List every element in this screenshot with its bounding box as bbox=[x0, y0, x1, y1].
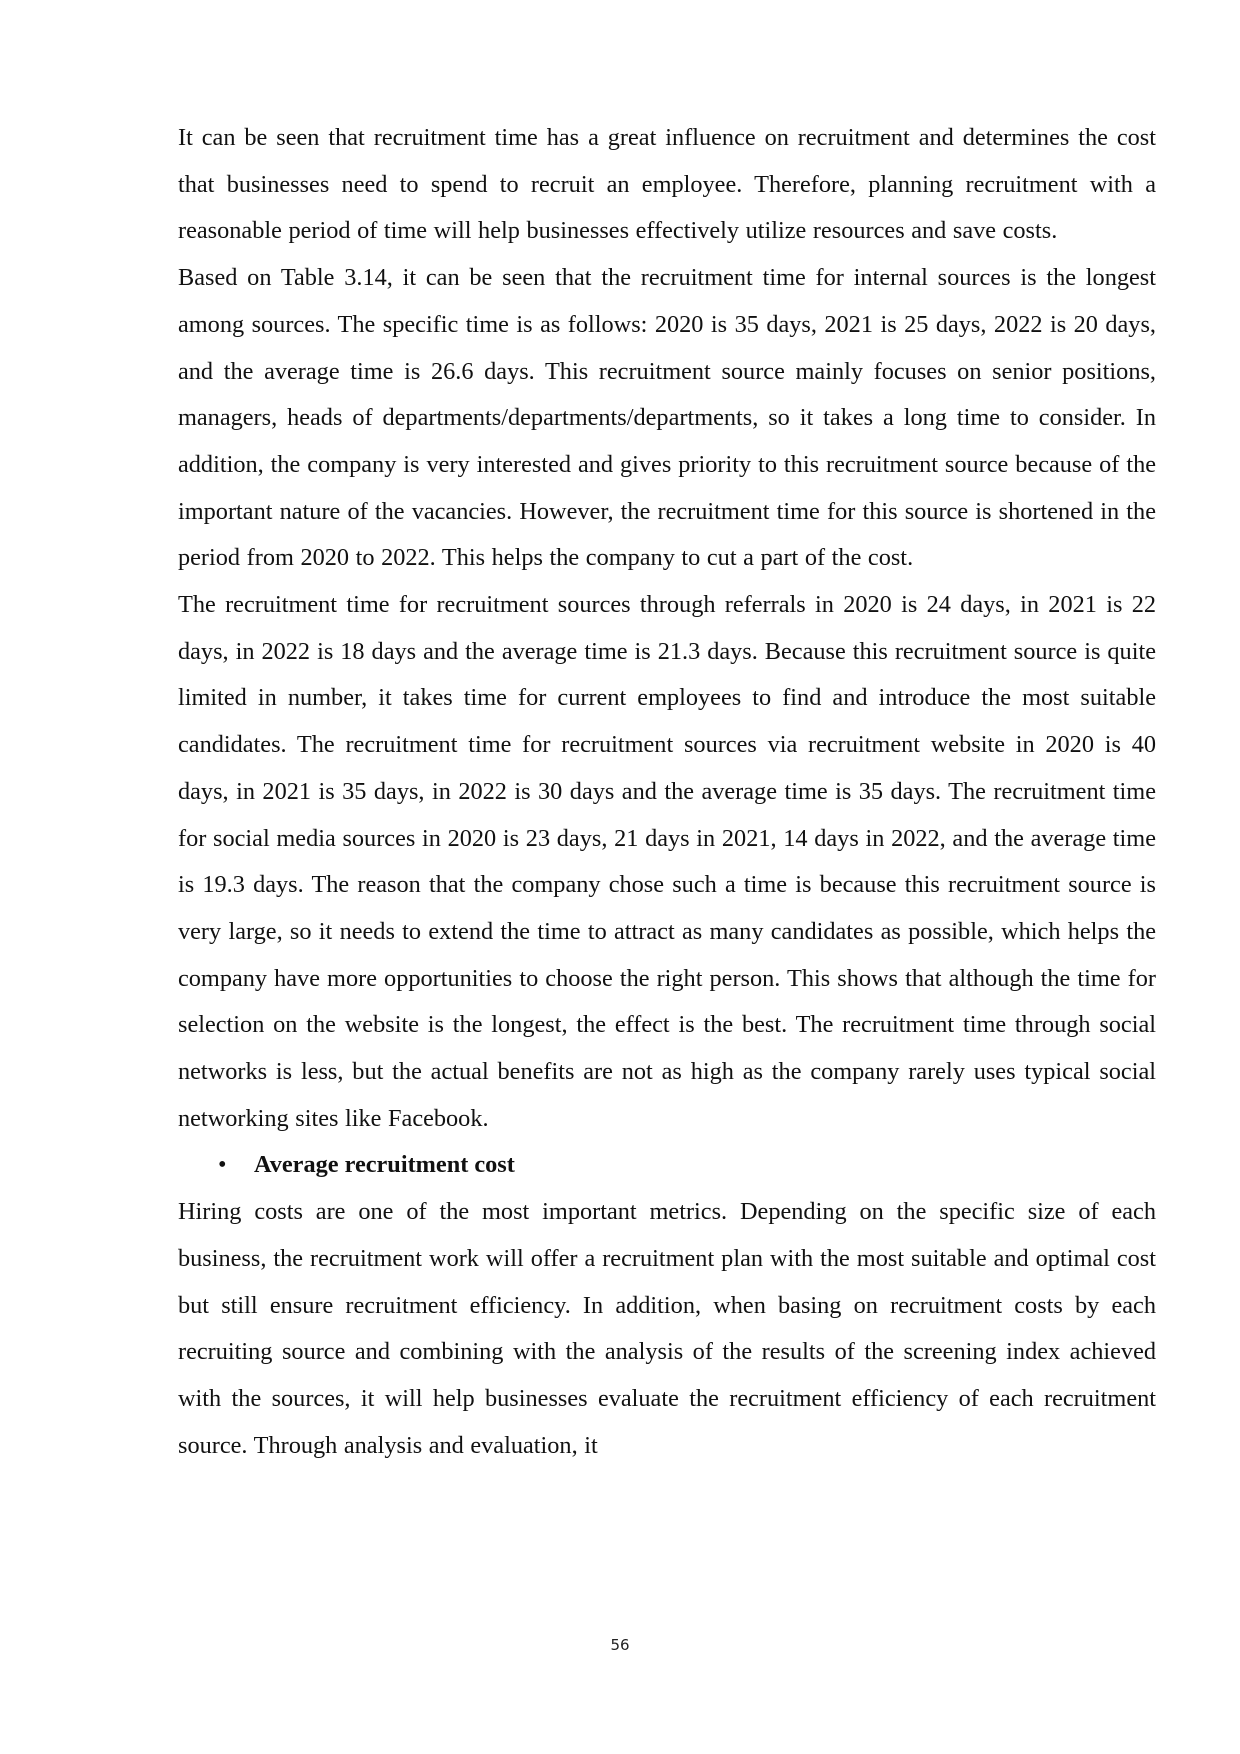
section-heading-average-recruitment-cost bbox=[178, 1142, 1156, 1189]
paragraph-internal-sources: Based on Table 3.14, it can be seen that the recruitment time for internal sources is the longest among sources. The specific time is as follows: 2020 is 35 days, 2021 is 25 days, 2022 is 20 days, and the average time is 26.6 days. This recruitment source mainly focuses on senior positions, managers, heads of departments/departments/departments, so it takes a long time to consider. In addition, the company is very interested and gives priority to this recruitment source because of the important nature of the vacancies. However, the recruitment time for this source is shortened in the period from 2020 to 2022. This helps the company to cut a part of the cost. bbox=[178, 264, 1156, 572]
section-heading-text: Average recruitment cost bbox=[254, 1151, 515, 1179]
document-body bbox=[178, 115, 1156, 1469]
bullet-icon: • bbox=[218, 1151, 227, 1179]
paragraph-referrals-website-social: The recruitment time for recruitment sources through referrals in 2020 is 24 days, in 2021 is 22 days, in 2022 is 18 days and the average time is 21.3 days. Because this recruitment source is quite limited in number, it takes time for current employees to find and introduce the most suitable candidates. The recruitment time for recruitment sources via recruitment website in 2020 is 40 days, in 2021 is 35 days, in 2022 is 30 days and the average time is 35 days. The recruitment time for social media sources in 2020 is 23 days, 21 days in 2021, 14 days in 2022, and the average time is 19.3 days. The reason that the company chose such a time is because this recruitment source is very large, so it needs to extend the time to attract as many candidates as possible, which helps the company have more opportunities to choose the right person. This shows that although the time for selection on the website is the longest, the effect is the best. The recruitment time through social networks is less, but the actual benefits are not as high as the company rarely uses typical social networking sites like Facebook. bbox=[178, 591, 1156, 1132]
paragraph-recruitment-time-influence: It can be seen that recruitment time has a great influence on recruitment and determines the cost that businesses need to spend to recruit an employee. Therefore, planning recruitment with a reasonable period of time will help businesses effectively utilize resources and save costs. bbox=[178, 124, 1156, 245]
paragraph-hiring-costs: Hiring costs are one of the most important metrics. Depending on the specific size of each business, the recruitment work will offer a recruitment plan with the most suitable and optimal cost but still ensure recruitment efficiency. In addition, when basing on recruitment costs by each recruiting source and combining with the analysis of the results of the screening index achieved with the sources, it will help businesses evaluate the recruitment efficiency of each recruitment source. Through analysis and evaluation, it bbox=[178, 1198, 1156, 1459]
page-number: 56 bbox=[610, 1636, 630, 1654]
